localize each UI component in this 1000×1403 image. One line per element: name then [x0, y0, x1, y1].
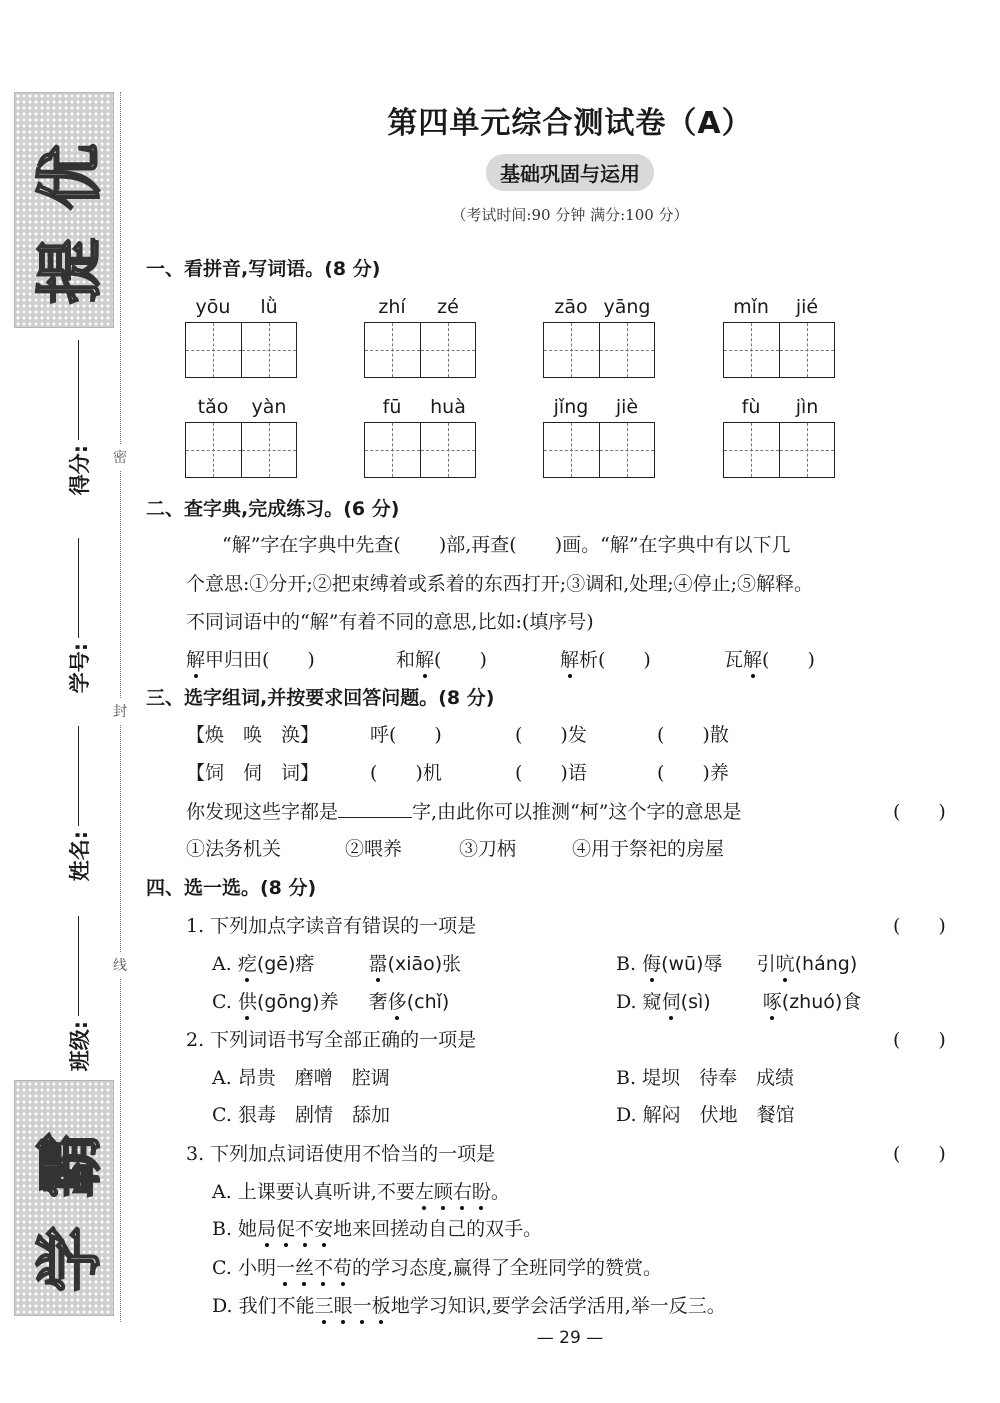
s4-q3-option-d[interactable] — [212, 1291, 726, 1318]
s2-word-4-pre: 瓦 — [724, 649, 744, 671]
opt-post: 地来回搓动自己的双手。 — [333, 1218, 543, 1240]
pinyin-6a: fū — [382, 396, 402, 418]
s3-group-2-item-1[interactable]: ( )机 — [370, 762, 442, 784]
page-title: 第四单元综合测试卷（A） — [387, 106, 753, 141]
s4-q2-option-c[interactable]: C. 狠毒 剧情 舔加 — [212, 1104, 390, 1126]
dotted-char: 一 — [353, 1291, 372, 1318]
dotted-char: 丝 — [295, 1253, 314, 1280]
dotted-char: 板 — [372, 1291, 391, 1318]
opt-pre: C. 小明 — [212, 1257, 276, 1279]
s3-option-2: ②喂养 — [345, 838, 403, 860]
s3-question — [186, 797, 741, 824]
field-name-label: 姓名: — [68, 830, 92, 882]
opt-dotted2: 啄 — [763, 987, 782, 1014]
pinyin-1a: yōu — [195, 296, 231, 318]
opt-post2: 食 — [842, 991, 862, 1013]
s4-q1-answer-paren[interactable]: ( ) — [893, 915, 946, 937]
writing-grid-7[interactable] — [543, 422, 655, 478]
binding-mark-feng: 封 — [113, 698, 127, 724]
section-2-heading: 二、查字典,完成练习。(6 分) — [146, 498, 400, 520]
s2-paragraph-line-1: “解”字在字典中先查( )部,再查( )画。“解”在字典中有以下几 — [222, 534, 791, 556]
dotted-char: 右 — [453, 1177, 472, 1204]
s3-group-1-item-2[interactable]: ( )发 — [515, 724, 587, 746]
field-score-line[interactable] — [78, 340, 79, 440]
field-class-line[interactable] — [78, 916, 79, 1016]
opt-dotted: 供 — [238, 987, 257, 1014]
badge-bottom-text: 学霸 — [31, 1104, 109, 1292]
opt-post: 养 — [319, 991, 339, 1013]
s4-q1-text: 1. 下列加点字读音有错误的一项是 — [186, 915, 477, 937]
opt-pinyin: (gōng) — [256, 991, 320, 1013]
dotted-char: 顾 — [434, 1177, 453, 1204]
page-subtitle: 基础巩固与运用 — [486, 154, 654, 191]
dotted-char: 一 — [276, 1253, 295, 1280]
dotted-char: 眼 — [334, 1291, 353, 1318]
page-number: — 29 — — [536, 1328, 604, 1348]
s2-word-4-post: ( ) — [762, 649, 815, 671]
s2-word-2-post: ( ) — [434, 649, 487, 671]
pinyin-6b: huà — [430, 396, 466, 418]
s3-group-1-item-3[interactable]: ( )散 — [657, 724, 729, 746]
opt-pre: C. — [212, 991, 238, 1013]
opt-pinyin: (gē) — [256, 953, 296, 975]
opt-pinyin2: (xiāo) — [387, 953, 443, 975]
s4-q3-option-c[interactable] — [212, 1253, 662, 1280]
field-student-id-label: 学号: — [68, 642, 92, 694]
pinyin-4a: mǐn — [733, 296, 769, 318]
s3-answer-paren[interactable]: ( ) — [893, 801, 946, 823]
opt-pinyin2: (háng) — [794, 953, 858, 975]
pinyin-5a: tǎo — [197, 396, 229, 418]
dotted-char: 不 — [295, 1214, 314, 1241]
dotted-char: 安 — [314, 1214, 333, 1241]
s3-option-3: ③刀柄 — [459, 838, 517, 860]
writing-grid-8[interactable] — [723, 422, 835, 478]
dotted-char: 盼 — [472, 1177, 491, 1204]
opt-pinyin2: (zhuó) — [781, 991, 843, 1013]
dotted-char: 苟 — [333, 1253, 352, 1280]
writing-grid-3[interactable] — [543, 322, 655, 378]
s4-q2-option-d[interactable]: D. 解闷 伏地 餐馆 — [616, 1104, 795, 1126]
s2-word-1[interactable] — [186, 645, 315, 672]
s2-word-4[interactable] — [724, 645, 815, 672]
s3-group-1-label: 【焕 唤 涣】 — [186, 724, 320, 746]
opt-dotted-word — [257, 1218, 333, 1240]
dotted-char: 促 — [276, 1214, 295, 1241]
opt-dotted: 伺 — [662, 987, 681, 1014]
opt-pre: B. — [616, 953, 643, 975]
writing-grid-1[interactable] — [185, 322, 297, 378]
pinyin-7b: jiè — [615, 396, 639, 418]
field-class-label: 班级: — [68, 1020, 92, 1072]
s4-q3-option-b[interactable] — [212, 1214, 542, 1241]
binding-strip — [0, 0, 140, 1403]
opt-post: 的学习态度,赢得了全班同学的赞赏。 — [352, 1257, 663, 1279]
pinyin-1b: lǜ — [260, 296, 278, 318]
s2-word-3-dotted: 解 — [560, 645, 579, 672]
dotted-char: 不 — [314, 1253, 333, 1280]
opt-pinyin2: (chǐ) — [406, 991, 450, 1013]
s4-q1-option-d[interactable] — [616, 987, 861, 1014]
pinyin-7a: jǐng — [553, 396, 589, 418]
opt-dotted: 疙 — [238, 949, 257, 976]
s4-q1-option-c[interactable] — [212, 987, 449, 1014]
s2-word-1-dotted: 解 — [186, 645, 205, 672]
s4-q3-answer-paren[interactable]: ( ) — [893, 1143, 946, 1165]
opt-pre2: 引 — [756, 953, 776, 975]
opt-pinyin: (sì) — [680, 991, 711, 1013]
opt-pre2: 奢 — [368, 991, 388, 1013]
opt-pre: A. 上课要认真听讲,不要 — [212, 1181, 415, 1203]
s3-option-1: ①法务机关 — [186, 838, 282, 860]
s4-q2-answer-paren[interactable]: ( ) — [893, 1029, 946, 1051]
s2-word-3[interactable] — [560, 645, 651, 672]
s2-word-4-dotted: 解 — [743, 645, 762, 672]
section-1-heading: 一、看拼音,写词语。(8 分) — [146, 258, 381, 280]
pinyin-2a: zhí — [378, 296, 406, 318]
dotted-char: 左 — [415, 1177, 434, 1204]
s3-question-pre: 你发现这些字都是 — [186, 801, 339, 823]
binding-mark-xian: 线 — [113, 952, 127, 978]
pinyin-3b: yāng — [603, 296, 651, 318]
pinyin-2b: zé — [437, 296, 459, 318]
s3-group-2-label: 【饲 伺 词】 — [186, 762, 320, 784]
binding-mark-mi: 密 — [113, 444, 127, 470]
opt-dotted-word — [315, 1295, 391, 1317]
pinyin-8a: fù — [741, 396, 761, 418]
s4-q3-text: 3. 下列加点词语使用不恰当的一项是 — [186, 1143, 496, 1165]
writing-grid-6[interactable] — [364, 422, 476, 478]
opt-pre: D. 窥 — [616, 991, 662, 1013]
badge-top-text: 提优 — [31, 116, 109, 304]
pinyin-8b: jìn — [795, 396, 819, 418]
opt-dotted2: 嚣 — [369, 949, 388, 976]
s4-q2-option-b[interactable]: B. 堤坝 待奉 成绩 — [616, 1067, 795, 1089]
field-name-line[interactable] — [78, 726, 79, 826]
s3-answer-blank[interactable] — [338, 800, 412, 818]
s3-option-4: ④用于祭祀的房屋 — [572, 838, 725, 860]
opt-dotted2: 吭 — [776, 949, 795, 976]
pinyin-3a: zāo — [554, 296, 588, 318]
s2-word-2-dotted: 解 — [415, 645, 434, 672]
opt-dotted2: 侈 — [388, 987, 407, 1014]
s4-q2-text: 2. 下列词语书写全部正确的一项是 — [186, 1029, 477, 1051]
opt-post: 。 — [490, 1181, 510, 1203]
s2-paragraph-line-2: 个意思:①分开;②把束缚着或系着的东西打开;③调和,处理;④停止;⑤解释。 — [186, 573, 814, 595]
field-score-label: 得分: — [68, 444, 92, 496]
s4-q1-option-a[interactable] — [212, 949, 461, 976]
s4-q1-option-b[interactable] — [616, 949, 857, 976]
s2-word-2-pre: 和 — [396, 649, 416, 671]
s2-word-2[interactable] — [396, 645, 487, 672]
opt-pre: A. — [212, 953, 238, 975]
opt-post: 瘩 — [295, 953, 315, 975]
pinyin-4b: jié — [795, 296, 819, 318]
s3-group-2-item-3[interactable]: ( )养 — [657, 762, 729, 784]
dotted-char: 局 — [257, 1214, 276, 1241]
opt-pinyin: (wū) — [661, 953, 704, 975]
exam-info: （考试时间:90 分钟 满分:100 分） — [451, 206, 689, 224]
opt-post: 辱 — [703, 953, 723, 975]
s2-word-1-post: 甲归田( ) — [205, 649, 315, 671]
opt-post2: 张 — [442, 953, 462, 975]
writing-grid-5[interactable] — [185, 422, 297, 478]
s3-group-1-item-1[interactable]: 呼( ) — [370, 724, 442, 746]
badge-bottom-logo — [14, 1080, 114, 1316]
s2-paragraph-line-3: 不同词语中的“解”有着不同的意思,比如:(填序号) — [186, 611, 594, 633]
pinyin-5b: yàn — [251, 396, 287, 418]
s3-group-2-item-2[interactable]: ( )语 — [515, 762, 587, 784]
subtitle-wrap — [140, 154, 1000, 191]
section-3-heading: 三、选字组词,并按要求回答问题。(8 分) — [146, 687, 495, 709]
writing-grid-4[interactable] — [723, 322, 835, 378]
badge-top-logo — [14, 92, 114, 328]
field-student-id-line[interactable] — [78, 538, 79, 638]
s2-word-3-post: 析( ) — [579, 649, 651, 671]
section-4-heading: 四、选一选。(8 分) — [146, 877, 317, 899]
s4-q3-option-a[interactable] — [212, 1177, 510, 1204]
opt-dotted: 侮 — [642, 949, 661, 976]
opt-pre: B. 她 — [212, 1218, 258, 1240]
opt-dotted-word — [276, 1257, 352, 1279]
dotted-char: 三 — [315, 1291, 334, 1318]
writing-grid-2[interactable] — [364, 322, 476, 378]
opt-dotted-word — [415, 1181, 491, 1203]
opt-pre: D. 我们不能 — [212, 1295, 315, 1317]
s3-question-post: 字,由此你可以推测“柯”这个字的意思是 — [412, 801, 742, 823]
s4-q2-option-a[interactable]: A. 昂贵 磨噌 腔调 — [212, 1067, 390, 1089]
opt-post: 地学习知识,要学会活学活用,举一反三。 — [390, 1295, 726, 1317]
